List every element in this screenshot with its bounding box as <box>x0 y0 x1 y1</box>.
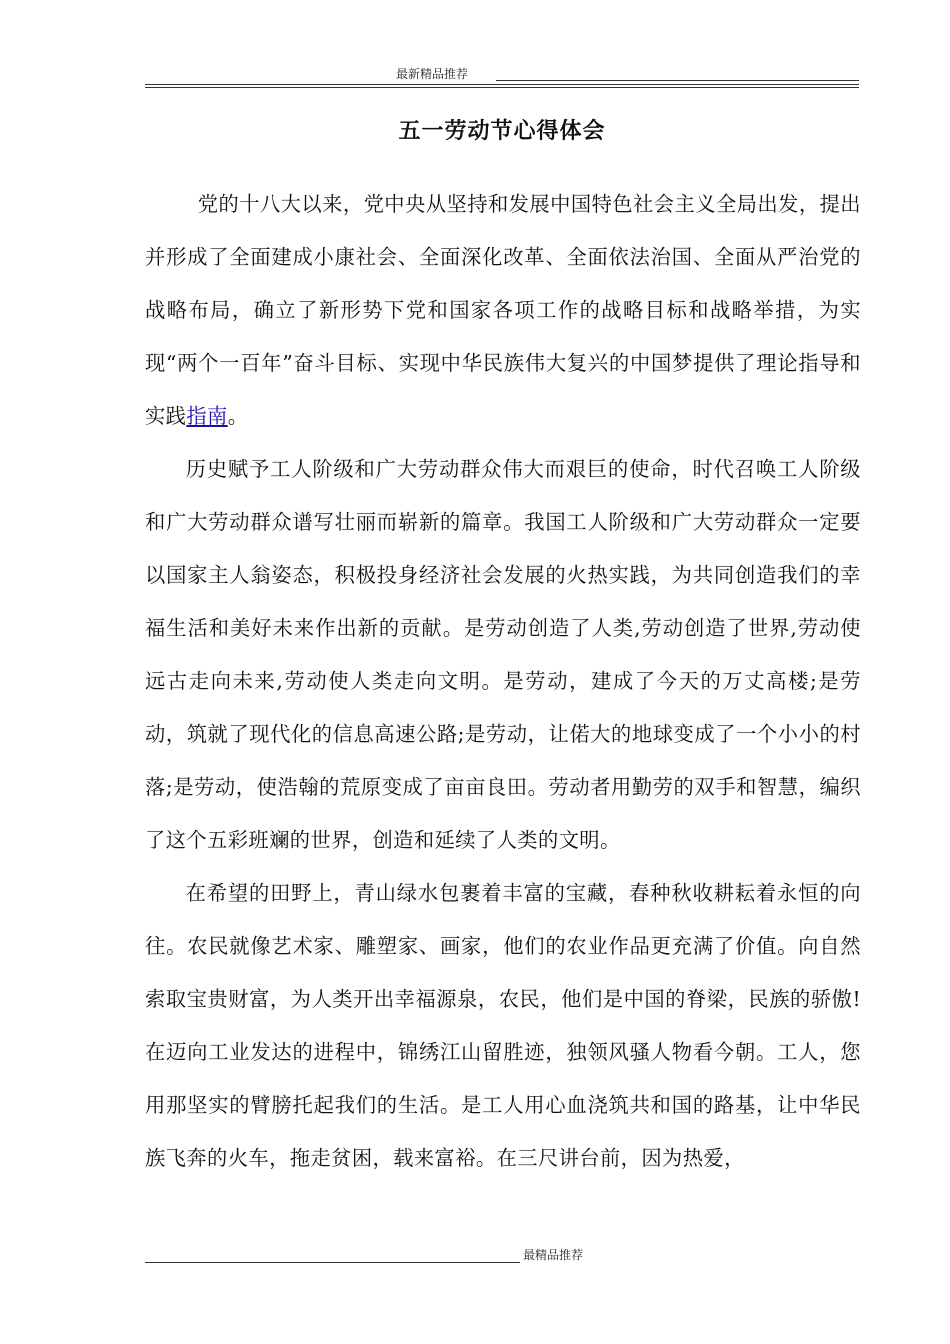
document-title: 五一劳动节心得体会 <box>398 118 606 144</box>
footer-label: 最精品推荐 <box>523 1248 584 1262</box>
header-divider <box>145 84 859 85</box>
guide-link[interactable]: 指南 <box>186 404 228 428</box>
document-body <box>145 178 861 1185</box>
header-underline <box>496 80 859 81</box>
footer-underline <box>145 1262 520 1263</box>
page-footer <box>145 1245 859 1267</box>
paragraph-2: 历史赋予工人阶级和广大劳动群众伟大而艰巨的使命，时代召唤工人阶级和广大劳动群众谱写壮丽而崭新的篇章。我国工人阶级和广大劳动群众一定要以国家主人翁姿态，积极投身经济社会发展的火热实践，为共同创造我们的幸福生活和美好未来作出新的贡献。是劳动创造了人类,劳动创造了世界,劳动使远古走向未来,劳动使人类走向文明。是劳动，建成了今天的万丈高楼;是劳动，筑就了现代化的信息高速公路;是劳动，让偌大的地球变成了一个小小的村落;是劳动，使浩翰的荒原变成了亩亩良田。劳动者用勤劳的双手和智慧，编织了这个五彩班斓的世界，创造和延续了人类的文明。 <box>145 457 861 852</box>
paragraph-1-end: 。 <box>227 404 249 428</box>
paragraph-1 <box>145 178 861 443</box>
paragraph-3: 在希望的田野上，青山绿水包裹着丰富的宝藏，春种秋收耕耘着永恒的向往。农民就像艺术家、雕塑家、画家，他们的农业作品更充满了价值。向自然索取宝贵财富，为人类开出幸福源泉，农民，他们是中国的脊梁，民族的骄傲!在迈向工业发达的进程中，锦绣江山留胜迹，独领风骚人物看今朝。工人，您用那坚实的臂膀托起我们的生活。是工人用心血浇筑共和国的路基，让中华民族飞奔的火车，拖走贫困，载来富裕。在三尺讲台前，因为热爱， <box>145 881 861 1170</box>
paragraph-1-text: 党的十八大以来，党中央从坚持和发展中国特色社会主义全局出发，提出并形成了全面建成小康社会、全面深化改革、全面依法治国、全面从严治党的战略布局，确立了新形势下党和国家各项工作的战略目标和战略举措，为实现“两个一百年”奋斗目标、实现中华民族伟大复兴的中国梦提供了理论指导和实践 <box>145 192 861 428</box>
header-label: 最新精品推荐 <box>396 67 469 81</box>
header-divider-double <box>145 87 859 88</box>
page-header <box>145 66 859 88</box>
